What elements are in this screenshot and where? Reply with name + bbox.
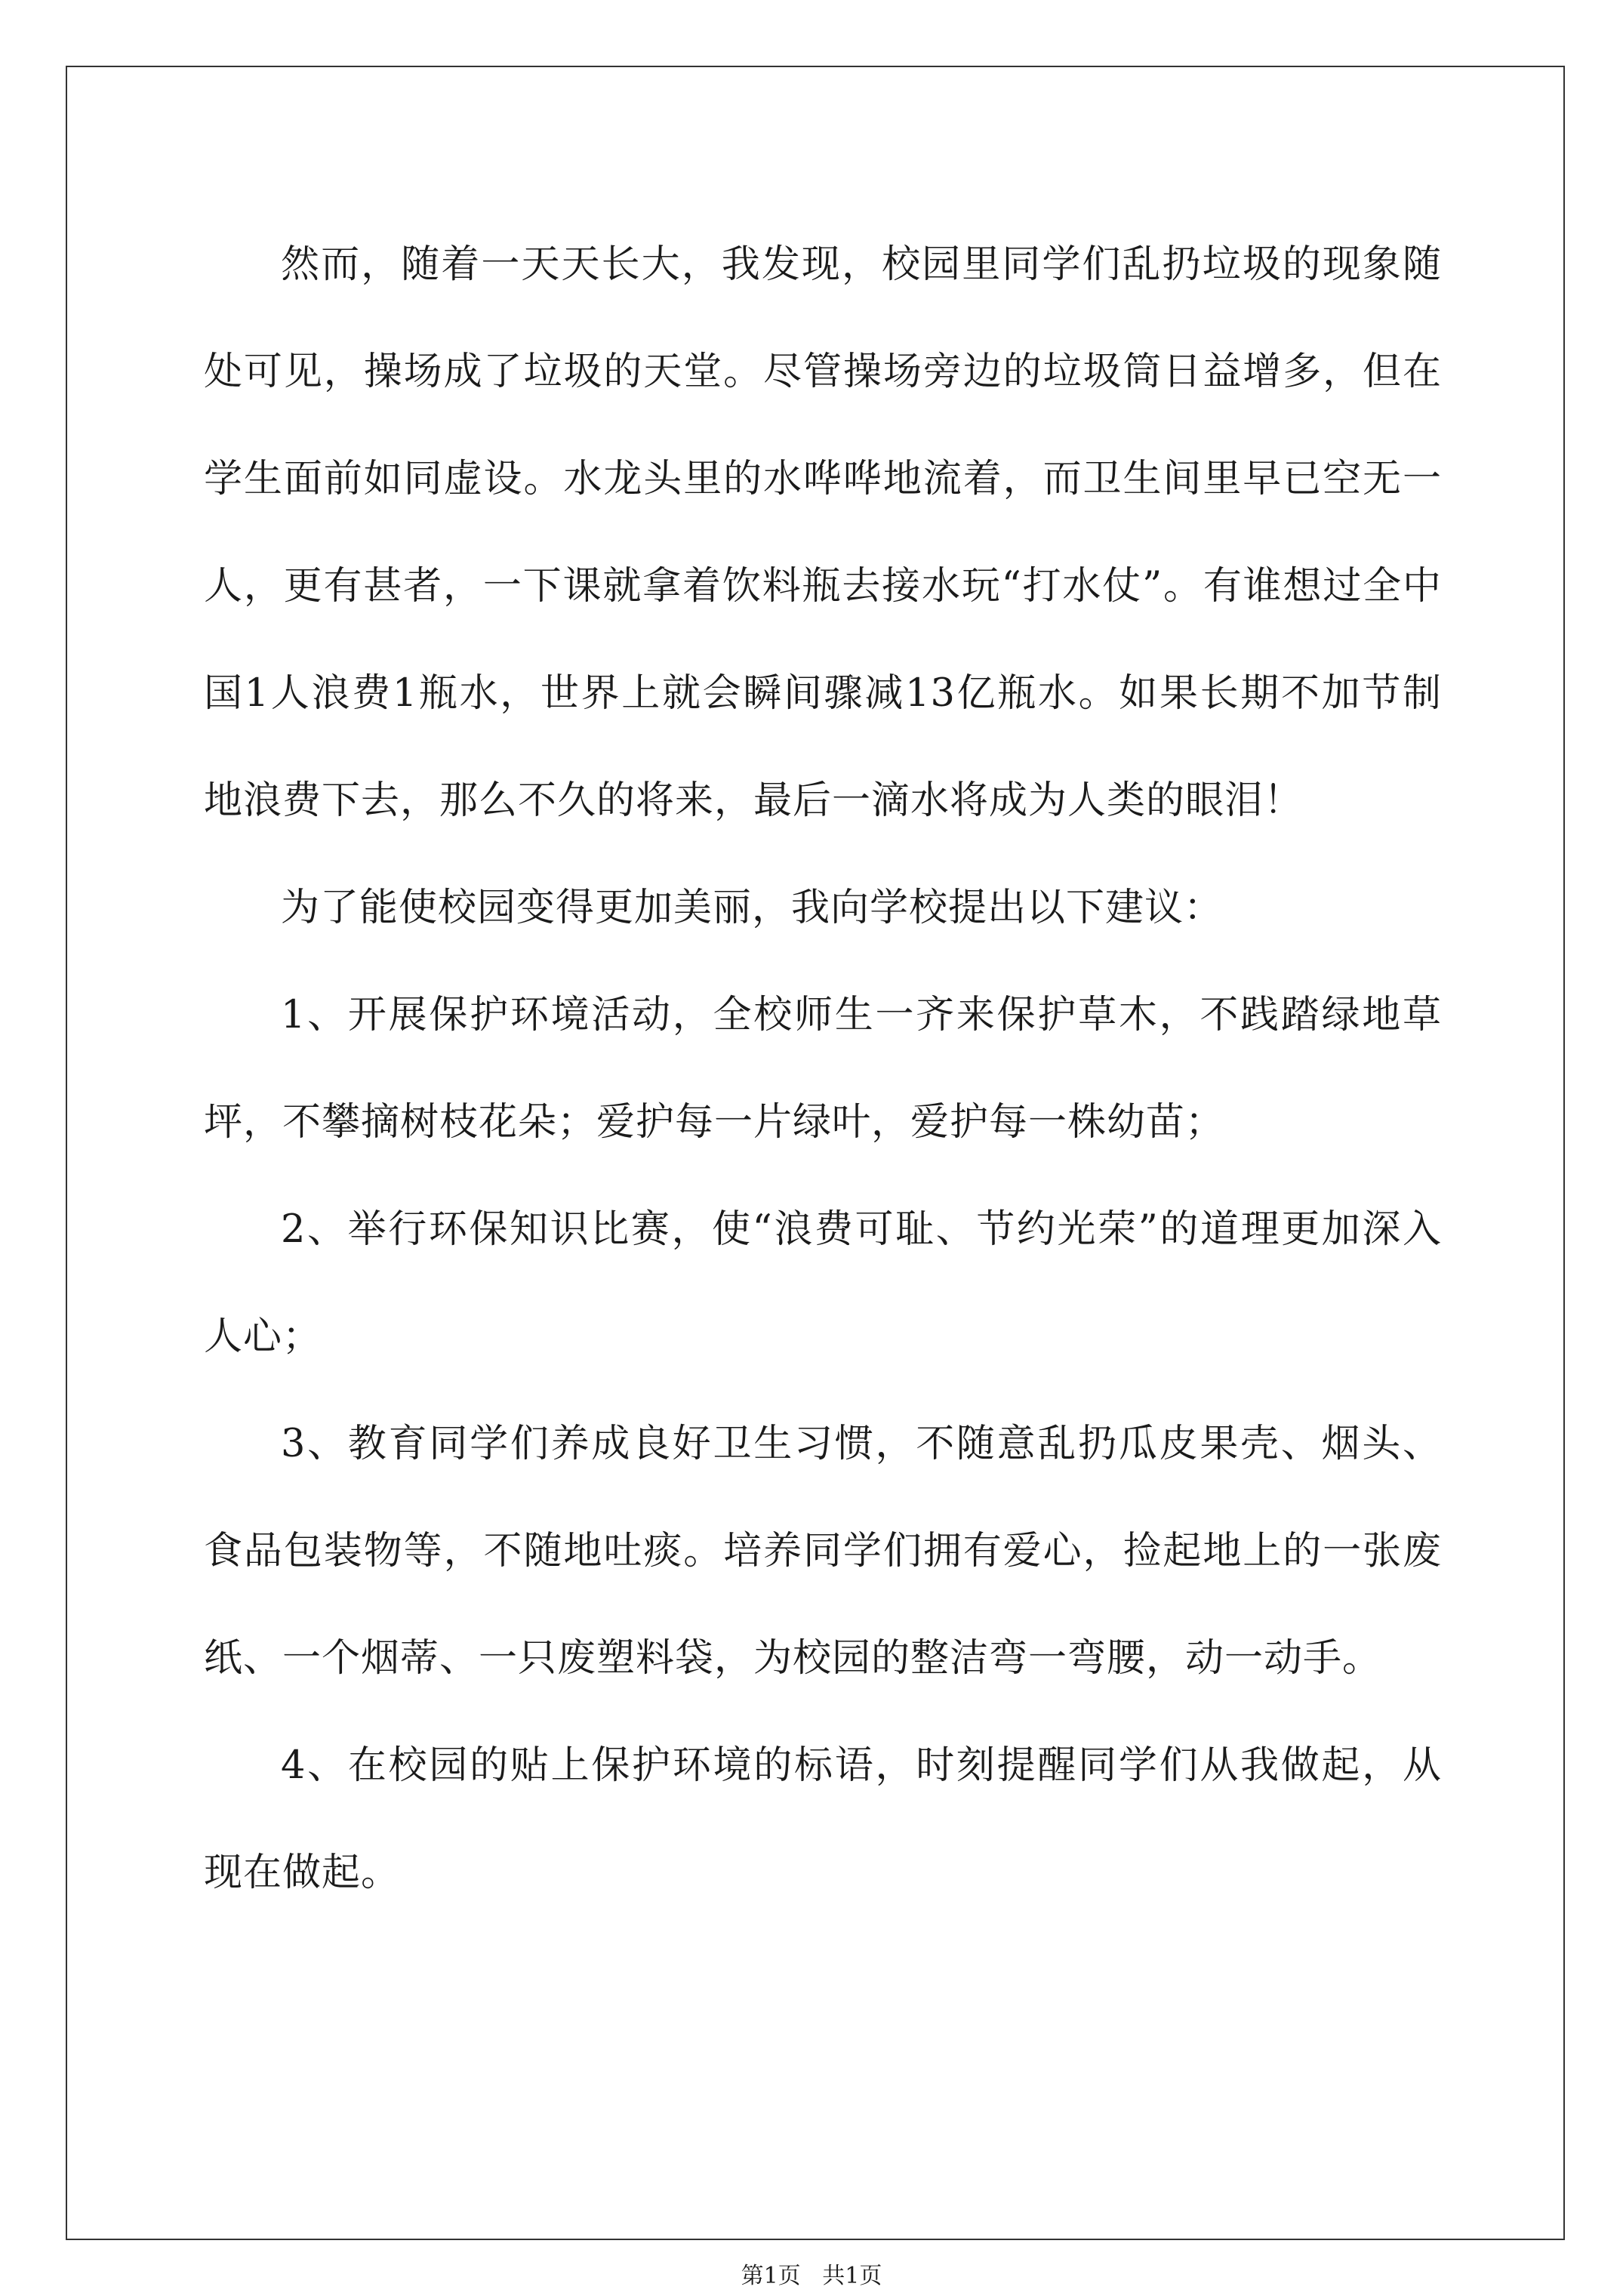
paragraph-5: 3、教育同学们养成良好卫生习惯，不随意乱扔瓜皮果壳、烟头、食品包装物等，不随地吐痰。培养同学们拥有爱心，捡起地上的一张废纸、一个烟蒂、一只废塑料袋，为校园的整洁弯一弯腰，动一动手。 — [204, 1422, 1442, 1681]
paragraph-4: 2、举行环保知识比赛，使“浪费可耻、节约光荣”的道理更加深入人心； — [204, 1207, 1442, 1359]
page-footer — [0, 2264, 1623, 2289]
document-body — [204, 211, 1442, 1927]
paragraph-6: 4、在校园的贴上保护环境的标语，时刻提醒同学们从我做起，从现在做起。 — [204, 1743, 1442, 1895]
paragraph-2: 为了能使校园变得更加美丽，我向学校提出以下建议： — [281, 886, 1224, 930]
page-total: 共1页 — [822, 2263, 882, 2289]
paragraph-3: 1、开展保护环境活动，全校师生一齐来保护草木，不践踏绿地草坪，不攀摘树枝花朵；爱护每一片绿叶，爱护每一株幼苗； — [204, 993, 1442, 1145]
page-number: 第1页 — [741, 2263, 801, 2289]
paragraph-1: 然而，随着一天天长大，我发现，校园里同学们乱扔垃圾的现象随处可见，操场成了垃圾的天堂。尽管操场旁边的垃圾筒日益增多，但在学生面前如同虚设。水龙头里的水哗哗地流着，而卫生间里早已空无一人，更有甚者，一下课就拿着饮料瓶去接水玩“打水仗”。有谁想过全中国1人浪费1瓶水，世界上就会瞬间骤减13亿瓶水。如果长期不加节制地浪费下去，那么不久的将来，最后一滴水将成为人类的眼泪！ — [204, 242, 1442, 823]
